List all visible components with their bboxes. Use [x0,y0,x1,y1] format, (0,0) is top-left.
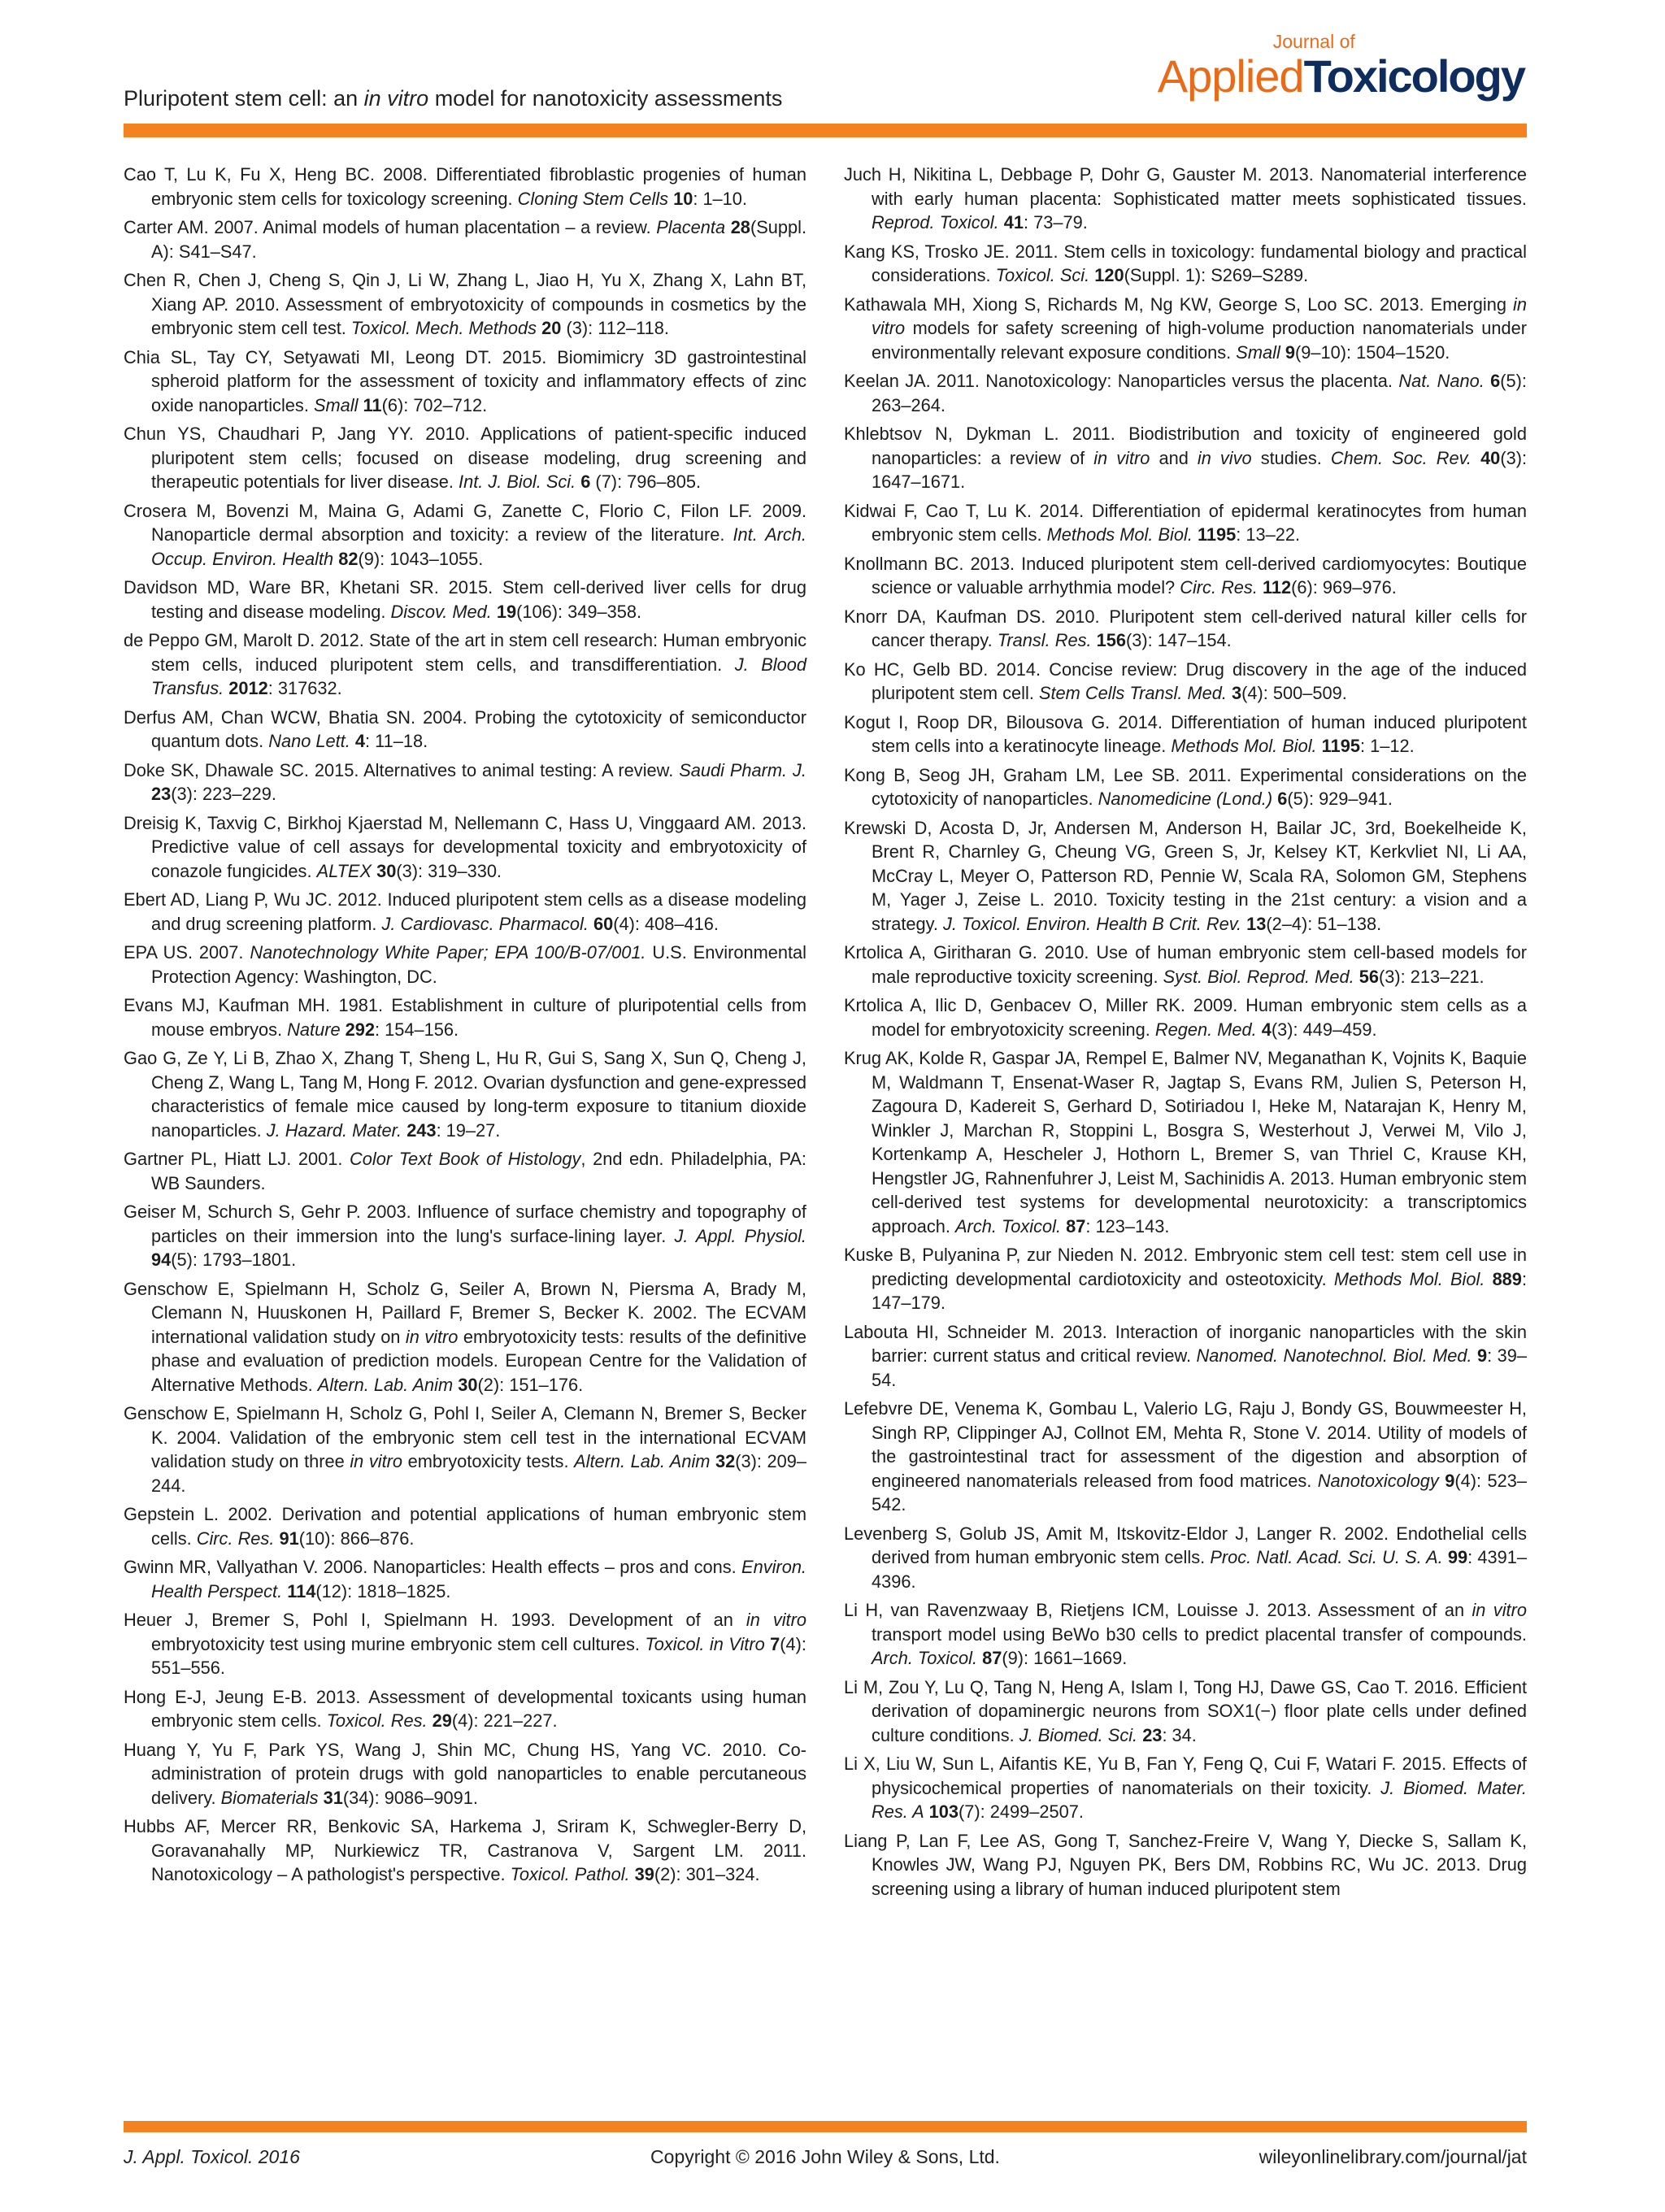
reference-volume: 120 [1094,265,1124,285]
reference-volume: 6 [580,472,591,492]
reference-item [124,499,806,571]
reference-volume: 32 [715,1451,736,1471]
reference-text: models for safety screening of high-volume production nanomaterials under environmentally relevant exposure conditions. [872,318,1527,363]
reference-volume: 19 [496,601,517,622]
reference-item [124,422,806,494]
reference-journal: Int. Arch. Occup. Environ. Health [151,524,806,569]
reference-journal: Biomaterials [220,1787,319,1808]
reference-text: Derfus AM, Chan WCW, Bhatia SN. 2004. Probing the cytotoxicity of semiconductor quantum dots. [124,706,806,751]
reference-journal: Transl. Res. [997,630,1092,650]
reference-journal: Placenta [656,217,726,237]
reference-journal: Proc. Natl. Acad. Sci. U. S. A. [1210,1547,1443,1567]
reference-journal: in vitro [872,293,1527,338]
running-title-part: model for nanotoxicity assessments [428,86,783,111]
reference-text: Genschow E, Spielmann H, Scholz G, Pohl I, Seiler A, Clemann N, Bremer S, Becker K. 2004. Validation of the embryonic stem cell test in the international ECVAM validation study on three [124,1403,806,1471]
references-column-left [124,163,806,1892]
reference-text: (10): 866–876. [298,1528,415,1549]
reference-text: (6): 969–976. [1291,577,1397,598]
journal-logo [1158,31,1524,113]
reference-item [124,1200,806,1272]
reference-text: Cao T, Lu K, Fu X, Heng BC. 2008. Differentiated fibroblastic progenies of human embryonic stem cells for toxicology screening. [124,164,806,209]
reference-journal: J. Toxicol. Environ. Health B Crit. Rev. [943,913,1242,934]
reference-text: Kong B, Seog JH, Graham LM, Lee SB. 2011. Experimental considerations on the cytotoxicity of nanoparticles. [844,764,1527,809]
reference-text: (2–4): 51–138. [1266,913,1382,934]
reference-journal: Nano Lett. [268,731,350,751]
reference-item [124,1277,806,1397]
reference-text: Juch H, Nikitina L, Debbage P, Dohr G, Gauster M. 2013. Nanomaterial interference with early human placenta: Sophisticated matter meets sophisticated tissues. [844,164,1527,209]
reference-volume: 87 [1066,1215,1086,1236]
reference-volume: 9 [1477,1345,1488,1366]
reference-text: (3): 112–118. [561,318,669,338]
reference-journal: Methods Mol. Biol. [1171,736,1317,756]
reference-text: (5): 1793–1801. [171,1249,297,1270]
reference-item [844,1598,1527,1671]
reference-text: , 2nd edn. Philadelphia, PA: WB Saunders. [151,1149,806,1193]
reference-text: Knorr DA, Kaufman DS. 2010. Pluripotent stem cell-derived natural killer cells for cancer therapy. [844,606,1527,650]
reference-journal: J. Biomed. Sci. [1019,1724,1138,1745]
reference-text: (4): 408–416. [613,913,719,934]
reference-journal: Toxicol. Sci. [995,265,1090,285]
reference-item [124,345,806,418]
reference-item [124,268,806,341]
reference-item [844,711,1527,758]
reference-text: Kathawala MH, Xiong S, Richards M, Ng KW, George S, Loo SC. 2013. Emerging [844,293,1514,315]
reference-text: Kidwai F, Cao T, Lu K. 2014. Differentiation of epidermal keratinocytes from human embryonic stem cells. [844,500,1527,545]
reference-journal: Arch. Toxicol. [872,1648,978,1668]
reference-volume: 1195 [1321,736,1360,756]
reference-journal: Nanotechnology White Paper; EPA 100/B-07/001. [250,942,646,963]
reference-journal: Altern. Lab. Anim [317,1374,454,1395]
reference-item [124,941,806,989]
reference-volume: 4 [354,731,365,751]
reference-item [124,811,806,884]
reference-item [124,1502,806,1550]
reference-journal: Nature [287,1019,341,1040]
reference-item [844,763,1527,811]
reference-volume: 11 [363,394,382,415]
reference-volume: 889 [1492,1268,1522,1289]
reference-text: and [1150,447,1198,468]
logo-journal-of: Journal of [1272,31,1355,52]
reference-text: Li X, Liu W, Sun L, Aifantis KE, Yu B, Fan Y, Feng Q, Cui F, Watari F. 2015. Effects of physicochemical properties of nanomaterials on their toxicity. [844,1754,1527,1798]
reference-text: : 154–156. [375,1019,459,1040]
reference-journal: Color Text Book of Histology [350,1149,581,1169]
reference-text: (2): 151–176. [477,1374,584,1395]
reference-item [124,215,806,263]
reference-volume: 243 [406,1119,437,1141]
reference-text: Liang P, Lan F, Lee AS, Gong T, Sanchez-Freire V, Wang Y, Diecke S, Sallam K, Knowles JW, Wang PJ, Nguyen PK, Bers DM, Robbins RC, Wu JC. 2013. Drug screening using a library of human induced pluripotent stem [844,1830,1527,1899]
reference-volume: 9 [1445,1470,1455,1491]
reference-text: : 4391–4396. [872,1547,1527,1592]
reference-journal: Toxicol. Mech. Methods [350,318,537,338]
reference-volume: 30 [376,860,397,881]
reference-journal: J. Appl. Physiol. [674,1225,806,1246]
reference-journal: Chem. Soc. Rev. [1330,447,1472,468]
reference-item [124,1402,806,1497]
reference-text: : 73–79. [1024,212,1088,232]
reference-text [1485,1269,1492,1289]
reference-volume: 156 [1096,630,1126,650]
reference-item [124,758,806,806]
reference-text: Geiser M, Schurch S, Gehr P. 2003. Influence of surface chemistry and topography of particles on their immersion into the lung's surface-lining layer. [124,1202,806,1246]
reference-text: Carter AM. 2007. Animal models of human placentation – a review. [124,217,657,237]
reference-volume: 292 [345,1019,376,1040]
reference-text: Chun YS, Chaudhari P, Jang YY. 2010. Applications of patient-specific induced pluripotent stem cells; focused on disease modeling, drug screening and therapeutic potentials for liver disease. [124,424,806,492]
reference-journal: Methods Mol. Biol. [1046,524,1193,545]
reference-text: (4): 221–227. [451,1710,558,1731]
reference-item [844,552,1527,600]
logo-wordmark [1158,52,1524,113]
reference-text: U.S. Environmental Protection Agency: Washington, DC. [151,942,806,987]
reference-text: Knollmann BC. 2013. Induced pluripotent stem cell-derived cardiomyocytes: Boutique science or valuable arrhythmia model? [844,553,1527,598]
reference-journal: Stem Cells Transl. Med. [1038,683,1227,703]
reference-journal: Small [1236,341,1280,363]
reference-text: (3): 209–244. [151,1451,807,1496]
running-title [124,86,782,111]
reference-journal: Circ. Res. [196,1528,275,1549]
reference-text: Krtolica A, Giritharan G. 2010. Use of human embryonic stem cell-based models for male reproductive toxicity screening. [844,942,1527,987]
reference-journal: Arch. Toxicol. [955,1215,1062,1236]
reference-text: (2): 301–324. [654,1864,760,1884]
reference-text: Evans MJ, Kaufman MH. 1981. Establishment in culture of pluripotential cells from mouse embryos. [124,995,806,1040]
reference-item [124,1685,806,1733]
reference-journal: in vitro [1093,447,1150,468]
reference-volume: 6 [1277,789,1288,809]
reference-volume: 23 [151,784,172,804]
reference-journal: in vitro [1472,1600,1527,1620]
reference-journal: Circ. Res. [1180,577,1258,598]
reference-item [844,1046,1527,1238]
reference-item [124,993,806,1041]
reference-item [124,1147,806,1195]
reference-item [124,628,806,701]
reference-journal: Syst. Biol. Reprod. Med. [1163,966,1354,987]
reference-journal: Toxicol. Pathol. [510,1864,630,1884]
reference-volume: 82 [338,548,359,569]
footer-copyright: Copyright © 2016 John Wiley & Sons, Ltd. [650,2146,1000,2167]
reference-item [124,706,806,754]
reference-volume: 6 [1490,371,1501,391]
reference-volume: 13 [1246,913,1267,934]
reference-journal: Toxicol. Res. [326,1710,428,1731]
reference-text: (Suppl. A): S41–S47. [151,217,806,262]
reference-text: Gwinn MR, Vallyathan V. 2006. Nanoparticles: Health effects – pros and cons. [124,1557,742,1577]
reference-journal: in vitro [746,1610,806,1630]
references-column-right [844,163,1527,1906]
reference-text: (9): 1661–1669. [1002,1648,1128,1668]
reference-text: studies. [1251,447,1331,468]
reference-volume: 4 [1261,1019,1272,1040]
reference-volume: 31 [323,1787,343,1808]
reference-item [844,369,1527,417]
reference-volume: 94 [151,1249,172,1270]
reference-text: (12): 1818–1825. [315,1580,451,1601]
reference-volume: 60 [593,913,614,934]
reference-text: Kuske B, Pulyanina P, zur Nieden N. 2012. Embryonic stem cell test: stem cell use in predicting developmental cardiotoxicity and osteotoxicity. [844,1245,1527,1289]
reference-text: Kogut I, Roop DR, Bilousova G. 2014. Differentiation of human induced pluripotent stem cells into a keratinocyte lineage. [844,711,1527,756]
reference-journal: Nanomed. Nanotechnol. Biol. Med. [1196,1345,1472,1366]
footer-journal: J. Appl. Toxicol. 2016 [124,2146,300,2167]
reference-item [844,816,1527,937]
reference-journal: Toxicol. in Vitro [645,1633,765,1654]
footer-url: wileyonlinelibrary.com/journal/jat [1259,2146,1527,2167]
reference-text: Li M, Zou Y, Lu Q, Tang N, Heng A, Islam I, Tong HJ, Dawe GS, Cao T. 2016. Efficient derivation of dopaminergic neurons from SOX1(−) floor plate cells under defined culture conditions. [844,1676,1527,1745]
reference-journal: Nanomedicine (Lond.) [1098,789,1273,809]
reference-text: : 11–18. [364,731,428,751]
reference-text: Davidson MD, Ware BR, Khetani SR. 2015. Stem cell-derived liver cells for drug testing and disease modeling. [124,577,806,622]
header-rule [124,124,1527,137]
reference-journal: J. Blood Transfus. [151,654,806,698]
reference-item [844,1243,1527,1315]
reference-text: EPA US. 2007. [124,942,250,963]
reference-text: : 19–27. [436,1119,501,1141]
reference-item [844,658,1527,706]
logo-applied: Applied [1157,50,1304,102]
reference-text: Huang Y, Yu F, Park YS, Wang J, Shin MC, Chung HS, Yang VC. 2010. Co-administration of protein drugs with gold nanoparticles to enable percutaneous delivery. [124,1739,806,1808]
running-title-part: Pluripotent stem cell: an [124,86,364,111]
reference-text: Genschow E, Spielmann H, Scholz G, Seiler A, Brown N, Piersma A, Brady M, Clemann N, Huuskonen H, Paillard F, Bremer S, Becker K. 2002. The ECVAM international validation study on [124,1278,806,1347]
reference-volume: 114 [287,1580,316,1601]
reference-item [124,1046,806,1142]
reference-volume: 20 [541,318,562,338]
reference-journal: Saudi Pharm. J. [679,759,806,780]
reference-text: : 123–143. [1085,1215,1170,1236]
reference-item [844,1397,1527,1517]
reference-text: (4): 500–509. [1241,683,1347,703]
reference-journal: Nat. Nano. [1398,371,1485,391]
reference-item [124,163,806,211]
reference-text: (3): 147–154. [1126,630,1232,650]
reference-text: (4): 523–542. [872,1470,1527,1515]
reference-journal: Environ. Health Perspect. [151,1557,806,1601]
reference-journal: ALTEX [316,860,372,881]
reference-item [844,1752,1527,1824]
reference-volume: 10 [673,188,693,209]
reference-text: Ebert AD, Liang P, Wu JC. 2012. Induced pluripotent stem cells as a disease modeling and drug screening platform. [124,889,806,934]
reference-item [844,993,1527,1041]
reference-item [844,941,1527,989]
reference-volume: 41 [1003,212,1024,232]
reference-volume: 39 [634,1864,654,1884]
reference-item [844,422,1527,494]
reference-text: : 317632. [267,678,342,698]
reference-journal: in vitro [405,1326,459,1347]
reference-text: Gao G, Ze Y, Li B, Zhao X, Zhang T, Sheng L, Hu R, Gui S, Sang X, Sun Q, Cheng J, Cheng Z, Wang L, Tang M, Hong F. 2012. Ovarian dysfunction and gene-expressed characteristics of female mice caused by long-term exposure to titanium dioxide nanoparticles. [124,1048,806,1141]
reference-text: (3): 449–459. [1271,1019,1377,1040]
reference-item [844,605,1527,653]
reference-text: (106): 349–358. [516,601,642,622]
reference-journal: J. Hazard. Mater. [266,1119,402,1141]
reference-text: Levenberg S, Golub JS, Amit M, Itskovitz-Eldor J, Langer R. 2002. Endothelial cells derived from human embryonic stem cells. [844,1523,1527,1567]
logo-toxicology: Toxicology [1303,50,1524,102]
reference-text: Ko HC, Gelb BD. 2014. Concise review: Drug discovery in the age of the induced pluripotent stem cell. [844,658,1527,703]
reference-text: (5): 263–264. [872,371,1527,415]
reference-text: Krug AK, Kolde R, Gaspar JA, Rempel E, Balmer NV, Meganathan K, Vojnits K, Baquie M, Waldmann T, Ensenat-Waser R, Jagtap S, Evans RM, Julien S, Peterson H, Zagoura D, Kadereit S, Gerhard D, Sotiriadou I, Heke M, Natarajan K, Henry M, Winkler J, Marchan R, Stoppini L, Bosgra S, Westerhout J, Verwei M, Vilo J, Kortenkamp A, Hescheler J, Hothorn L, Bremer S, van Thriel C, Krause KH, Hengstler JG, Rahnenfuhrer J, Leist M, Sachinidis A. 2013. Human embryonic stem cell-derived test systems for developmental neurotoxicity: a transcriptomics approach. [844,1048,1527,1236]
reference-item [844,240,1527,288]
reference-text: Chia SL, Tay CY, Setyawati MI, Leong DT. 2015. Biomimicry 3D gastrointestinal spheroid platform for the assessment of toxicity and inflammatory effects of zinc oxide nanoparticles. [124,346,806,415]
reference-text: Doke SK, Dhawale SC. 2015. Alternatives to animal testing: A review. [124,759,680,780]
reference-text: (3): 223–229. [171,784,276,804]
reference-text: (9–10): 1504–1520. [1295,341,1450,363]
reference-text: (7): 796–805. [590,472,702,492]
reference-text: embryotoxicity tests: results of the definitive phase and evaluation of prediction models. European Centre for the Validation of Alternative Methods. [151,1326,806,1395]
reference-text: de Peppo GM, Marolt D. 2012. State of the art in stem cell research: Human embryonic stem cells, induced pluripotent stem cells, and transdifferentiation. [124,630,806,675]
reference-item [844,1522,1527,1594]
reference-text: (4): 551–556. [151,1633,806,1678]
reference-item [844,1675,1527,1748]
reference-text: Chen R, Chen J, Cheng S, Qin J, Li W, Zhang L, Jiao H, Yu X, Zhang X, Lahn BT, Xiang AP. 2010. Assessment of embryotoxicity of compounds in cosmetics by the embryonic stem cell test. [124,270,806,338]
reference-text: embryotoxicity tests. [402,1451,575,1471]
reference-text: : 147–179. [872,1268,1527,1313]
reference-text: (34): 9086–9091. [342,1787,478,1808]
reference-volume: 40 [1480,447,1501,468]
reference-volume: 99 [1447,1547,1468,1567]
reference-item [124,1738,806,1810]
page-header [0,0,1665,134]
reference-text: Hubbs AF, Mercer RR, Benkovic SA, Harkema J, Sriram K, Schwegler-Berry D, Goravanahally MP, Nurkiewicz TR, Castranova V, Sargent LM. 2011. Nanotoxicology – A pathologist's perspective. [124,1816,806,1884]
reference-text: Gepstein L. 2002. Derivation and potential applications of human embryonic stem cells. [124,1504,806,1549]
reference-text [725,217,731,237]
reference-text: (5): 929–941. [1287,789,1393,809]
reference-journal: Discov. Med. [390,601,492,622]
reference-text: Crosera M, Bovenzi M, Maina G, Adami G, Zanette C, Florio C, Filon LF. 2009. Nanoparticle dermal absorption and toxicity: a review of the literature. [124,500,806,545]
reference-text: (3): 1647–1671. [872,447,1528,492]
reference-journal: Altern. Lab. Anim [574,1451,711,1471]
reference-text: : 34. [1162,1724,1197,1745]
reference-text: Kang KS, Trosko JE. 2011. Stem cells in toxicology: fundamental biology and practical considerations. [844,241,1527,285]
reference-journal: in vitro [350,1451,403,1471]
reference-text: (6): 702–712. [381,394,488,415]
reference-journal: Regen. Med. [1154,1019,1257,1040]
reference-text: (3): 319–330. [396,860,502,881]
reference-volume: 28 [730,217,750,237]
reference-text: : 1–12. [1359,736,1415,756]
reference-journal: J. Cardiovasc. Pharmacol. [381,913,589,934]
reference-journal: Reprod. Toxicol. [872,212,999,232]
reference-text: (9): 1043–1055. [358,548,484,569]
reference-text: transport model using BeWo b30 cells to predict placental transfer of compounds. [872,1623,1527,1645]
reference-journal: in vivo [1197,447,1252,468]
reference-text: Li H, van Ravenzwaay B, Rietjens ICM, Louisse J. 2013. Assessment of an [844,1600,1472,1620]
reference-volume: 7 [770,1633,780,1654]
reference-item [844,163,1527,235]
reference-text: Gartner PL, Hiatt LJ. 2001. [124,1149,350,1169]
reference-volume: 9 [1285,341,1295,363]
reference-text: : 13–22. [1236,524,1301,545]
reference-text: embryotoxicity test using murine embryonic stem cell cultures. [151,1633,646,1654]
reference-text: Hong E-J, Jeung E-B. 2013. Assessment of developmental toxicants using human embryonic stem cells. [124,1686,806,1731]
reference-text: : 1–10. [693,188,747,209]
reference-journal: Methods Mol. Biol. [1333,1268,1485,1289]
reference-volume: 87 [982,1648,1002,1668]
reference-item [844,1320,1527,1393]
reference-item [844,499,1527,547]
reference-text: : 39–54. [872,1345,1527,1390]
reference-text: Krewski D, Acosta D, Jr, Andersen M, Anderson H, Bailar JC, 3rd, Boekelheide K, Brent R, Charnley G, Cheung VG, Green S, Jr, Kelsey KT, Kerkvliet NI, Li AA, McCray L, Meyer O, Patterson RD, Pennie W, Scala RA, Solomon GM, Stephens M, Yager J, Zeise L. 2010. Toxicity testing in the 21st century: a vision and a strategy. [844,817,1527,934]
page-footer [124,2146,1527,2179]
reference-volume: 30 [458,1374,478,1395]
reference-text: Keelan JA. 2011. Nanotoxicology: Nanoparticles versus the placenta. [844,371,1399,391]
reference-journal: J. Biomed. Mater. Res. A [872,1777,1527,1822]
reference-volume: 91 [279,1528,299,1549]
running-title-italic: in vitro [363,86,429,111]
reference-volume: 2012 [228,678,268,698]
reference-item [844,1829,1527,1901]
reference-volume: 103 [928,1801,959,1822]
reference-journal: Small [313,394,359,415]
reference-item [844,293,1527,365]
footer-rule [124,2121,1527,2132]
reference-item [124,1814,806,1887]
reference-volume: 3 [1231,683,1242,703]
reference-volume: 23 [1142,1724,1163,1745]
reference-journal: Cloning Stem Cells [517,188,669,209]
reference-volume: 1195 [1197,524,1237,545]
reference-text: Khlebtsov N, Dykman L. 2011. Biodistribution and toxicity of engineered gold nanoparticles: a review of [844,424,1527,468]
reference-text [1472,448,1480,468]
reference-text: Labouta HI, Schneider M. 2013. Interaction of inorganic nanoparticles with the skin barrier: current status and critical review. [844,1321,1527,1366]
reference-volume: 112 [1262,577,1292,598]
reference-text: Lefebvre DE, Venema K, Gombau L, Valerio LG, Raju J, Bondy GS, Bouwmeester H, Singh RP, Clippinger AJ, Collnot EM, Mehta R, Stone V. 2014. Utility of models of the gastrointestinal tract for assessment of the digestion and absorption of engineered nanomaterials released from food matrices. [844,1398,1527,1491]
reference-volume: 29 [432,1710,452,1731]
reference-journal: Int. J. Biol. Sci. [459,472,576,492]
reference-text: (Suppl. 1): S269–S289. [1124,265,1309,285]
reference-text: Dreisig K, Taxvig C, Birkhoj Kjaerstad M, Nellemann C, Hass U, Vinggaard AM. 2013. Predictive value of cell assays for developmental toxicity and embryotoxicity of conazole fungicides. [124,812,806,881]
reference-text: Heuer J, Bremer S, Pohl I, Spielmann H. 1993. Development of an [124,1610,746,1630]
reference-text: Krtolica A, Ilic D, Genbacev O, Miller RK. 2009. Human embryonic stem cells as a model for embryotoxicity screening. [844,995,1527,1040]
reference-item [124,888,806,936]
reference-text: (7): 2499–2507. [959,1801,1084,1822]
reference-volume: 56 [1359,966,1379,987]
reference-item [124,1608,806,1680]
reference-item [124,1555,806,1603]
reference-text: (3): 213–221. [1378,966,1485,987]
reference-journal: Nanotoxicology [1317,1470,1439,1491]
reference-item [124,576,806,624]
